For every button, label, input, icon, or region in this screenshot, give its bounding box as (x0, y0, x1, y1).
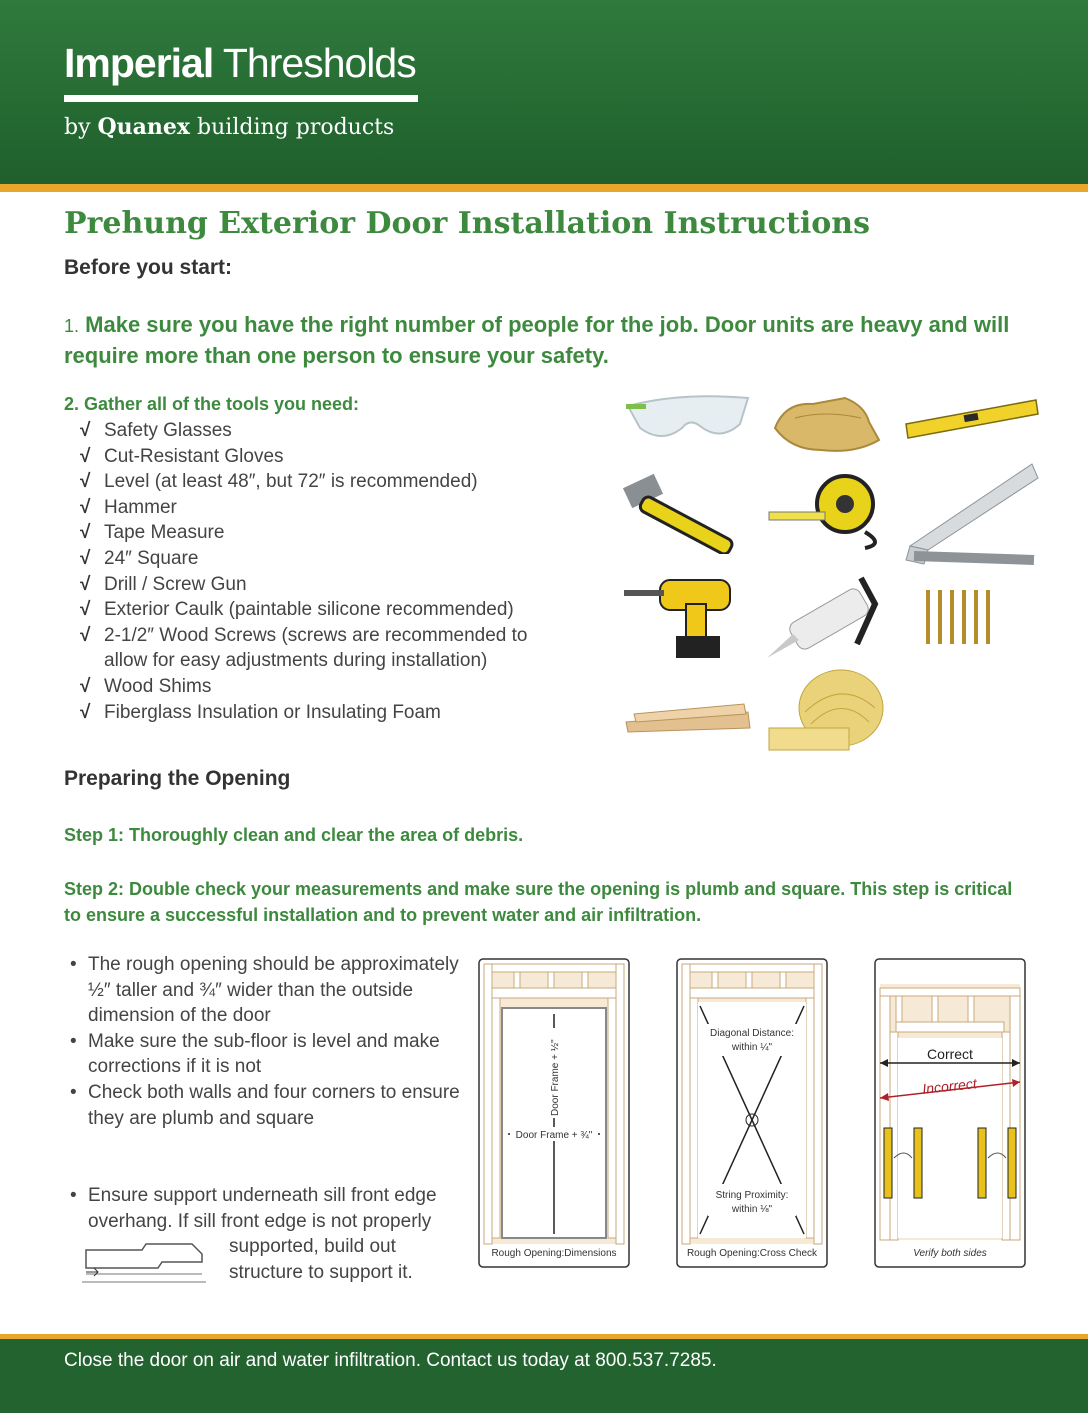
d1-horizontal-label: Door Frame + ¾" (515, 1130, 593, 1141)
screws-icon (920, 584, 1000, 654)
d2-string-value: within ⅛" (731, 1204, 773, 1215)
opening-bullets (70, 952, 470, 1131)
list-item: √ Wood Shims (80, 675, 212, 697)
d1-vertical-label: Door Frame + ½" (550, 1039, 561, 1116)
tool-photos (620, 384, 1040, 754)
d1-caption: Rough Opening:Dimensions (491, 1248, 617, 1259)
tools-list (80, 418, 544, 725)
d2-caption: Rough Opening:Cross Check (686, 1248, 818, 1259)
rough-opening-dimensions-diagram (478, 958, 630, 1270)
wood-shims-icon (624, 702, 754, 738)
brand-logo: Imperial Thresholds (64, 40, 416, 86)
footer-contact: Close the door on air and water infiltration. Contact us today at 800.537.7285. (64, 1350, 717, 1371)
list-item: √ Hammer (80, 496, 177, 518)
d3-incorrect-label: Incorrect (921, 1075, 978, 1097)
list-item: √ Drill / Screw Gun (80, 573, 247, 595)
d3-caption: Verify both sides (913, 1248, 987, 1259)
level-icon (904, 392, 1040, 442)
step-1: Step 1: Thoroughly clean and clear the area of debris. (64, 825, 524, 845)
preparing-heading: Preparing the Opening (64, 767, 291, 790)
gloves-icon (765, 388, 890, 460)
list-item: √ Exterior Caulk (paintable silicone recommended) (80, 599, 514, 621)
byline: by Quanex building products (64, 114, 395, 140)
list-item: √ Level (at least 48″, but 72″ is recommended) (80, 471, 478, 493)
list-item: √ Tape Measure (80, 522, 225, 544)
header-banner (0, 0, 1088, 186)
list-item: • Ensure support underneath sill front edge overhang. If sill front edge is not properly (70, 1185, 437, 1232)
list-item: √ 24″ Square (80, 547, 199, 569)
list-item: √ Safety Glasses (80, 420, 232, 441)
step-people: 1. Make sure you have the right number of people for the job. Door units are heavy and will require more than one person to ensure your safety. (64, 312, 1010, 368)
list-item: √ 2-1/2″ Wood Screws (screws are recommended to allow for easy adjustments during installation) (80, 624, 528, 672)
list-item: • The rough opening should be approximately ½″ taller and ¾″ wider than the outside dimension of the door (70, 954, 459, 1027)
d3-correct-label: Correct (927, 1046, 973, 1062)
insulation-icon (765, 668, 890, 754)
drill-icon (620, 574, 750, 664)
sill-bullet (70, 1183, 460, 1234)
sill-profile-icon (82, 1238, 208, 1286)
rough-opening-cross-check-diagram (676, 958, 828, 1270)
d2-string-label: String Proximity: (715, 1190, 789, 1201)
sill-bullet-cont: supported, build out structure to support it. (229, 1236, 413, 1283)
tools-heading: 2. Gather all of the tools you need: (64, 394, 360, 414)
list-item: √ Fiberglass Insulation or Insulating Foam (80, 701, 441, 723)
brand-rule (64, 95, 418, 102)
step-2: Step 2: Double check your measurements and make sure the opening is plumb and square. This step is critical to ensure a successful installation and to prevent water and air infiltration. (64, 879, 1013, 925)
before-start-heading: Before you start: (64, 256, 233, 279)
caulk-gun-icon (765, 574, 895, 674)
safety-glasses-icon (620, 384, 755, 454)
hammer-icon (620, 474, 750, 554)
header-stripe (0, 184, 1088, 192)
list-item: • Make sure the sub-floor is level and make corrections if it is not (70, 1030, 440, 1078)
d2-diagonal-label: Diagonal Distance: (710, 1028, 794, 1039)
footer-banner (0, 1334, 1088, 1413)
verify-sides-diagram (874, 958, 1026, 1270)
square-icon (904, 456, 1040, 566)
tape-measure-icon (765, 472, 895, 552)
page-title: Prehung Exterior Door Installation Instructions (64, 206, 870, 241)
list-item: • Check both walls and four corners to ensure they are plumb and square (70, 1081, 460, 1129)
list-item: √ Cut-Resistant Gloves (80, 445, 284, 467)
d2-diagonal-value: within ¼" (731, 1042, 773, 1053)
